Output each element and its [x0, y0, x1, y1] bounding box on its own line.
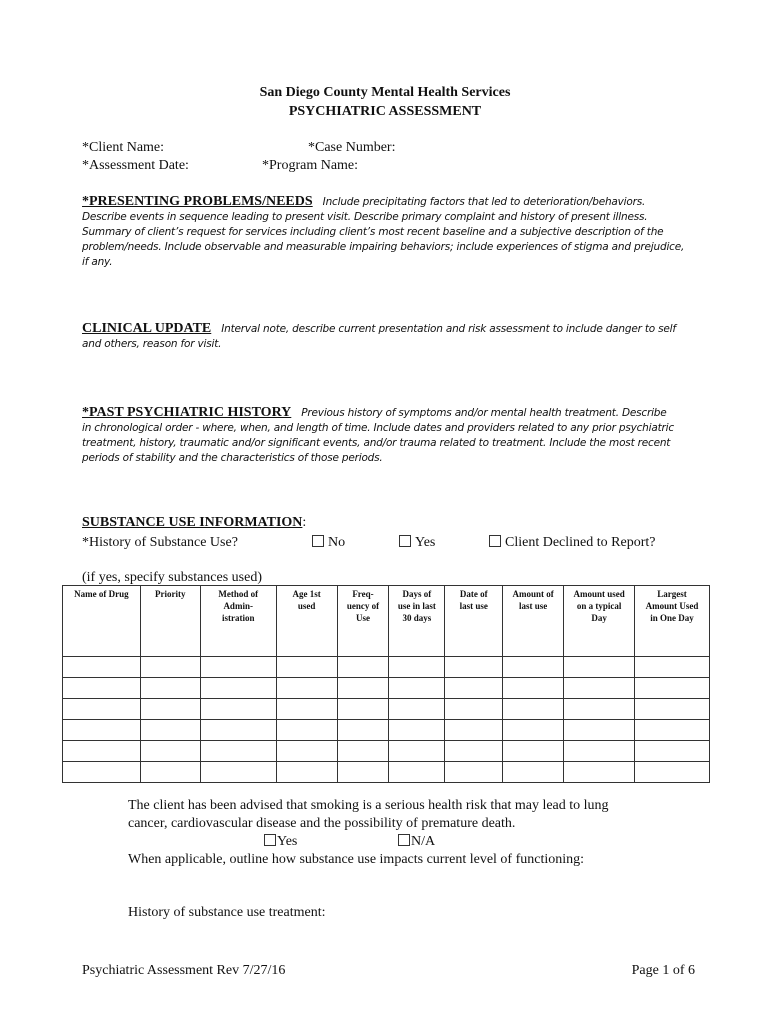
table-cell[interactable] — [503, 762, 564, 783]
table-cell[interactable] — [63, 762, 141, 783]
col-days-last-30: Days of use in last 30 days — [389, 586, 445, 657]
option-yes[interactable]: Yes — [399, 535, 435, 551]
col-largest-amount: Largest Amount Used in One Day — [635, 586, 710, 657]
table-cell[interactable] — [200, 762, 276, 783]
table-cell[interactable] — [200, 699, 276, 720]
table-cell[interactable] — [503, 741, 564, 762]
table-cell[interactable] — [337, 657, 389, 678]
table-cell[interactable] — [635, 678, 710, 699]
table-cell[interactable] — [445, 762, 503, 783]
substance-heading: SUBSTANCE USE INFORMATION: — [82, 515, 307, 530]
presenting-instr: Describe events in sequence leading to present visit. Describe primary complaint and history of present illness. Summary of client’s request for services including client’s most recent baseline and a subjective description of the problem/needs. Include observable and measurable impairing behaviors; include experiences of stigma and prejudice, if any. — [82, 211, 685, 268]
table-cell[interactable] — [337, 699, 389, 720]
col-amount-typical-day: Amount used on a typical Day — [564, 586, 635, 657]
table-cell[interactable] — [337, 741, 389, 762]
table-cell[interactable] — [564, 741, 635, 762]
table-cell[interactable] — [140, 741, 200, 762]
table-cell[interactable] — [63, 678, 141, 699]
table-cell[interactable] — [140, 657, 200, 678]
table-cell[interactable] — [200, 741, 276, 762]
table-cell[interactable] — [389, 678, 445, 699]
table-cell[interactable] — [389, 762, 445, 783]
table-cell[interactable] — [503, 699, 564, 720]
case-number-label: *Case Number: — [308, 140, 396, 155]
smoking-option-na[interactable]: N/A — [398, 833, 435, 851]
presenting-section — [82, 192, 702, 270]
table-cell[interactable] — [63, 699, 141, 720]
table-cell[interactable] — [63, 741, 141, 762]
clinical-instr: and others, reason for visit. — [82, 338, 222, 350]
table-cell[interactable] — [337, 720, 389, 741]
checkbox-smoking-na[interactable] — [398, 834, 410, 846]
substance-impact-question: When applicable, outline how substance use impacts current level of functioning: — [128, 852, 585, 867]
col-age-first-used: Age 1st used — [276, 586, 337, 657]
substance-table — [62, 585, 710, 783]
smoking-advisory-line1: The client has been advised that smoking is a serious health risk that may lead to lung — [128, 798, 609, 813]
checkbox-yes[interactable] — [399, 535, 411, 547]
table-cell[interactable] — [564, 678, 635, 699]
table-cell[interactable] — [337, 678, 389, 699]
assessment-date-label: *Assessment Date: — [82, 158, 189, 173]
table-cell[interactable] — [445, 699, 503, 720]
smoking-option-yes[interactable]: Yes — [264, 833, 297, 851]
table-cell[interactable] — [445, 657, 503, 678]
table-cell[interactable] — [276, 720, 337, 741]
table-row — [63, 720, 710, 741]
table-cell[interactable] — [564, 657, 635, 678]
checkbox-declined[interactable] — [489, 535, 501, 547]
smoking-advisory-line2: cancer, cardiovascular disease and the possibility of premature death. — [128, 816, 516, 831]
table-cell[interactable] — [635, 720, 710, 741]
table-cell[interactable] — [200, 678, 276, 699]
form-title: PSYCHIATRIC ASSESSMENT — [288, 104, 482, 119]
table-cell[interactable] — [564, 762, 635, 783]
table-cell[interactable] — [445, 741, 503, 762]
col-method: Method of Admin- istration — [200, 586, 276, 657]
table-cell[interactable] — [503, 720, 564, 741]
table-cell[interactable] — [140, 762, 200, 783]
table-cell[interactable] — [445, 678, 503, 699]
col-priority: Priority — [140, 586, 200, 657]
table-cell[interactable] — [140, 699, 200, 720]
table-row — [63, 699, 710, 720]
table-cell[interactable] — [635, 741, 710, 762]
presenting-heading: *PRESENTING PROBLEMS/NEEDS — [82, 194, 313, 209]
table-cell[interactable] — [389, 720, 445, 741]
table-cell[interactable] — [635, 657, 710, 678]
footer-page-number: Page 1 of 6 — [631, 963, 695, 978]
table-cell[interactable] — [200, 720, 276, 741]
table-row — [63, 741, 710, 762]
clinical-section — [82, 319, 702, 352]
table-cell[interactable] — [503, 657, 564, 678]
substance-treatment-question: History of substance use treatment: — [128, 905, 326, 920]
past-history-instr-first: Previous history of symptoms and/or mental health treatment. Describe — [301, 407, 667, 419]
col-amount-last-use: Amount of last use — [503, 586, 564, 657]
table-cell[interactable] — [635, 762, 710, 783]
table-cell[interactable] — [503, 678, 564, 699]
substance-history-question: *History of Substance Use? — [82, 535, 238, 550]
specify-substances-note: (if yes, specify substances used) — [82, 570, 263, 585]
table-cell[interactable] — [389, 741, 445, 762]
option-no[interactable]: No — [312, 535, 345, 551]
checkbox-smoking-yes[interactable] — [264, 834, 276, 846]
table-cell[interactable] — [337, 762, 389, 783]
table-cell[interactable] — [389, 657, 445, 678]
past-history-section — [82, 403, 702, 466]
option-declined[interactable]: Client Declined to Report? — [489, 535, 655, 551]
table-cell[interactable] — [276, 699, 337, 720]
table-row — [63, 678, 710, 699]
col-date-last-use: Date of last use — [445, 586, 503, 657]
footer-revision: Psychiatric Assessment Rev 7/27/16 — [82, 963, 286, 978]
table-cell[interactable] — [140, 678, 200, 699]
table-cell[interactable] — [276, 657, 337, 678]
table-cell[interactable] — [276, 762, 337, 783]
past-history-instr: in chronological order - where, when, and length of time. Include dates and providers related to any prior psychiatric treatment, history, traumatic and/or significant events, and/or trauma related to treatment. Include the most recent periods of stability and the characteristics of those periods. — [82, 422, 674, 464]
table-cell[interactable] — [140, 720, 200, 741]
org-name: San Diego County Mental Health Services — [259, 85, 511, 100]
table-row — [63, 657, 710, 678]
presenting-instr-first: Include precipitating factors that led to deterioration/behaviors. — [322, 196, 646, 208]
table-cell[interactable] — [276, 678, 337, 699]
table-cell[interactable] — [276, 741, 337, 762]
table-cell[interactable] — [63, 720, 141, 741]
table-cell[interactable] — [63, 657, 141, 678]
table-cell[interactable] — [200, 657, 276, 678]
col-name-of-drug: Name of Drug — [63, 586, 141, 657]
table-cell[interactable] — [389, 699, 445, 720]
table-header-row — [63, 586, 710, 657]
col-frequency: Freq- uency of Use — [337, 586, 389, 657]
table-row — [63, 762, 710, 783]
table-cell[interactable] — [445, 720, 503, 741]
client-name-label: *Client Name: — [82, 140, 165, 155]
clinical-instr-first: Interval note, describe current presentation and risk assessment to include danger to self — [221, 323, 676, 335]
checkbox-no[interactable] — [312, 535, 324, 547]
table-cell[interactable] — [635, 699, 710, 720]
table-cell[interactable] — [564, 699, 635, 720]
clinical-heading: CLINICAL UPDATE — [82, 321, 212, 336]
table-cell[interactable] — [564, 720, 635, 741]
past-history-heading: *PAST PSYCHIATRIC HISTORY — [82, 405, 292, 420]
program-name-label: *Program Name: — [262, 158, 359, 173]
